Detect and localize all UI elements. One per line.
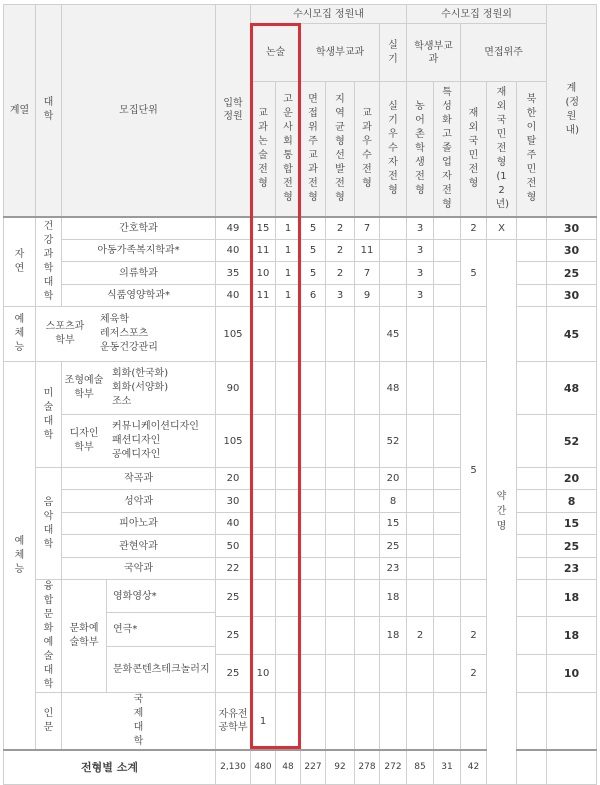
cell-out-5 [517,240,547,262]
cell-quota: 20 [216,468,251,490]
cell-essay-2 [276,362,301,415]
total-out-3: 42 [461,750,487,784]
cell-out-2 [434,307,461,362]
cell-rec-3 [355,535,380,558]
cell-out-5 [517,415,547,468]
cell-out-2 [434,513,461,535]
cell-essay-1 [251,362,276,415]
cell-rec-3 [355,490,380,513]
header-early-in: 수시모집 정원내 [251,5,407,24]
cell-practical [380,217,407,240]
cell-rec-2: 2 [326,240,355,262]
cell-out-4-merged: 약간명 [487,240,517,785]
leaf-essay-2: 고운사회통합전형 [276,82,301,217]
cell-out-1: 3 [407,217,434,240]
cell-essay-2 [276,616,301,654]
cell-essay-1 [251,535,276,558]
cell-practical: 25 [380,535,407,558]
college-intl: 국제대학 [62,693,216,751]
track-arts-sport: 예체능 [4,307,36,362]
cell-total: 20 [547,468,597,490]
cell-quota: 40 [216,240,251,262]
table-row-unit: 연극* [107,613,215,647]
total-out-2: 31 [434,750,461,784]
cell-out-2 [434,535,461,558]
cell-essay-1: 11 [251,285,276,307]
cell-out-1 [434,693,461,751]
cell-essay-1: 10 [251,654,276,692]
conv-unit-cell [62,580,216,693]
cell-out-5 [517,285,547,307]
cell-out-3-merged-arts: 5 [461,362,487,580]
cell-essay-2: 1 [276,285,301,307]
cell-rec-1 [301,468,326,490]
cell-total: 8 [547,490,597,513]
table-row-unit: 국악과 [62,558,216,580]
cell-out-2 [434,654,461,692]
cell-out-1 [407,558,434,580]
table-row-unit: 문화콘텐츠테크놀러지 [113,664,210,675]
cell-quota: 40 [216,285,251,307]
cell-quota: 105 [216,307,251,362]
track-arts: 예체능 [4,362,36,751]
cell-quota: 105 [216,415,251,468]
cell-out-5 [517,558,547,580]
cell-out-2 [434,285,461,307]
division-fine-2: 디자인학부 [69,428,99,453]
cell-out-3: 2 [461,616,487,654]
college-convergence: 융합문화예술대학 [36,580,62,693]
cell-essay-2 [276,468,301,490]
cell-out-2 [434,415,461,468]
cell-rec-1 [301,307,326,362]
leaf-out-3: 재외국민전형 [461,82,487,217]
header-quota: 입학정원 [216,5,251,217]
admission-quota-table [3,4,597,785]
cell-out-5 [517,468,547,490]
cell-total: 52 [547,415,597,468]
cell-out-2 [434,490,461,513]
cell-rec-3 [355,362,380,415]
cell-out-2 [434,580,461,617]
cell-practical: 52 [380,415,407,468]
cell-out-1 [407,580,434,617]
cell-practical [380,262,407,285]
cell-rec-2 [326,654,355,692]
cell-rec-1 [301,415,326,468]
cell-essay-2: 1 [276,262,301,285]
cell-essay-2 [276,490,301,513]
cell-rec-2 [326,468,355,490]
total-rec-1: 227 [301,750,326,784]
cell-rec-2 [355,693,380,751]
cell-practical: 48 [380,362,407,415]
design-unit-cell [62,415,216,468]
cell-practical [380,240,407,262]
cell-rec-3: 7 [355,262,380,285]
fine-unit-cell [62,362,216,415]
table-row-unit: 회화(한국화) 회화(서양화) 조소 [112,368,169,407]
cell-practical: 18 [380,580,407,617]
cell-rec-3 [355,616,380,654]
cell-practical [380,654,407,692]
cell-rec-3 [355,307,380,362]
header-interview: 면접위주 [461,24,547,82]
cell-out-1 [407,654,434,692]
cell-rec-1 [301,616,326,654]
cell-out-2 [434,362,461,415]
leaf-out-2: 특성화고졸업자전형 [434,82,461,217]
cell-total: 25 [547,535,597,558]
cell-out-1 [407,535,434,558]
cell-rec-2 [326,307,355,362]
cell-out-2 [434,217,461,240]
header-student-record: 학생부교과 [301,24,380,82]
table-row-unit: 커뮤니케이션디자인 패션디자인 공예디자인 [112,421,199,460]
table-row-unit: 관현악과 [62,535,216,558]
cell-out-5 [517,362,547,415]
cell-essay-2 [276,535,301,558]
cell-total: 23 [547,558,597,580]
cell-out-5 [517,307,547,362]
cell-total: 30 [547,217,597,240]
cell-out-2 [434,240,461,262]
total-out-4 [517,750,547,784]
table-row-unit: 영화영상* [107,580,215,613]
track-humanities: 인문 [36,693,62,751]
cell-rec-1 [301,513,326,535]
leaf-rec-1: 면접위주교과전형 [301,82,326,217]
cell-rec-3: 11 [355,240,380,262]
leaf-out-4: 재외국민전형(12년) [487,82,517,217]
cell-out-1 [407,307,434,362]
table-row-unit: 피아노과 [62,513,216,535]
cell-essay-1 [251,468,276,490]
cell-rec-1: 6 [301,285,326,307]
cell-rec-1 [301,654,326,692]
cell-essay-2 [276,558,301,580]
cell-rec-3 [355,558,380,580]
cell-rec-2: 2 [326,262,355,285]
cell-total: 10 [547,654,597,692]
college-fine-art: 미술대학 [36,362,62,468]
cell-out-1 [407,362,434,415]
cell-rec-1 [301,580,326,617]
cell-out-1: 3 [407,240,434,262]
cell-out-3: 2 [461,654,487,692]
cell-rec-2 [326,535,355,558]
cell-rec-1 [301,558,326,580]
cell-quota: 25 [216,580,251,617]
cell-quota: 25 [216,654,251,692]
cell-out-1: 3 [407,262,434,285]
cell-out-5 [517,513,547,535]
cell-practical [380,285,407,307]
cell-out-3 [461,580,487,617]
total-rec-2: 92 [326,750,355,784]
cell-out-1 [407,468,434,490]
cell-quota: 30 [216,490,251,513]
cell-essay-1 [251,307,276,362]
college-music: 음악대학 [36,468,62,580]
cell-essay-1 [251,490,276,513]
cell-out-2 [434,558,461,580]
leaf-practical: 실기우수자전형 [380,82,407,217]
header-record-out: 학생부교과 [407,24,461,82]
cell-out-2 [461,693,487,751]
cell-essay-1 [251,513,276,535]
cell-total: 48 [547,362,597,415]
cell-essay-2 [276,307,301,362]
cell-rec-2 [326,490,355,513]
cell-practical [407,693,434,751]
division-conv: 문화예술학부 [62,580,107,692]
cell-essay-1: 15 [251,217,276,240]
cell-out-1: 3 [407,285,434,307]
cell-rec-2 [326,415,355,468]
leaf-rec-3: 교과우수전형 [355,82,380,217]
college-health: 건강과학대학 [36,217,62,307]
cell-practical: 23 [380,558,407,580]
cell-quota: 22 [216,558,251,580]
table-row-unit: 아동가족복지학과* [62,240,216,262]
division-sport: 스포츠과학부 [45,321,85,346]
cell-essay-1: 11 [251,240,276,262]
table-row-unit: 식품영양학과* [62,285,216,307]
cell-out-2 [434,468,461,490]
table-row-unit: 작곡과 [62,468,216,490]
total-rec-3: 278 [355,750,380,784]
cell-out-5 [517,535,547,558]
cell-out-1 [407,415,434,468]
cell-out-3: 2 [461,217,487,240]
cell-rec-3: 9 [355,285,380,307]
cell-essay-2 [301,693,326,751]
total-essay-2: 48 [276,750,301,784]
cell-practical: 18 [380,616,407,654]
leaf-out-5: 북한이탈주민전형 [517,82,547,217]
table-row-unit: 자유전공학부 [216,693,251,751]
table-row-unit: 성악과 [62,490,216,513]
total-essay-1: 480 [251,750,276,784]
cell-essay-1: 10 [251,262,276,285]
header-unit: 모집단위 [62,5,216,217]
cell-total: 18 [547,580,597,617]
cell-total: 30 [547,285,597,307]
cell-total: 18 [547,616,597,654]
cell-rec-1 [301,535,326,558]
cell-rec-1 [326,693,355,751]
cell-out-5 [517,616,547,654]
cell-quota: 90 [216,362,251,415]
cell-essay-1 [251,616,276,654]
cell-practical: 15 [380,513,407,535]
cell-total: 25 [547,262,597,285]
cell-out-1 [407,490,434,513]
cell-rec-2 [326,513,355,535]
total-quota: 2,130 [216,750,251,784]
cell-practical: 20 [380,468,407,490]
cell-out-5 [517,580,547,617]
cell-rec-2: 3 [326,285,355,307]
cell-out-4: X [487,217,517,240]
cell-rec-2 [326,616,355,654]
leaf-out-1: 농어촌학생전형 [407,82,434,217]
track-nature: 자연 [4,217,36,307]
cell-out-5 [517,217,547,240]
cell-rec-3 [355,468,380,490]
cell-rec-3 [355,513,380,535]
division-fine-1: 조형예술학부 [64,375,104,400]
cell-out-2 [434,262,461,285]
cell-out-3-merged: 5 [461,240,487,307]
header-total: 계(정원내) [547,5,597,217]
cell-essay-2: 1 [276,217,301,240]
cell-rec-3 [355,654,380,692]
cell-out-5 [547,693,597,751]
table-row-unit: 체육학 레저스포츠 운동건강관리 [100,314,158,353]
cell-total: 15 [547,513,597,535]
table-row-unit: 간호학과 [62,217,216,240]
total-out-1: 85 [407,750,434,784]
cell-total: 45 [547,307,597,362]
cell-rec-3 [355,415,380,468]
cell-rec-3: 7 [355,217,380,240]
cell-essay-1 [251,558,276,580]
cell-out-1 [407,513,434,535]
cell-practical: 45 [380,307,407,362]
cell-quota: 25 [216,616,251,654]
cell-quota: 1 [251,693,276,751]
cell-rec-1 [301,362,326,415]
cell-rec-3 [380,693,407,751]
sport-unit-cell [36,307,216,362]
cell-essay-2 [276,654,301,692]
cell-rec-2: 2 [326,217,355,240]
cell-essay-2 [276,580,301,617]
cell-out-5 [517,490,547,513]
cell-rec-3 [355,580,380,617]
leaf-essay-1: 교과논술전형 [251,82,276,217]
header-practical: 실기 [380,24,407,82]
totals-label: 전형별 소계 [4,750,216,784]
cell-quota: 40 [216,513,251,535]
cell-out-5 [517,262,547,285]
cell-essay-1 [276,693,301,751]
leaf-rec-2: 지역균형선발전형 [326,82,355,217]
cell-rec-1: 5 [301,262,326,285]
header-college: 대학 [36,5,62,217]
cell-out-3 [517,693,547,751]
total-practical: 272 [380,750,407,784]
total-out-5 [547,750,597,784]
cell-rec-1: 5 [301,240,326,262]
cell-essay-2: 1 [276,240,301,262]
cell-total: 30 [547,240,597,262]
cell-essay-1 [251,415,276,468]
cell-essay-1 [251,580,276,617]
cell-rec-1 [301,490,326,513]
cell-essay-2 [276,513,301,535]
cell-out-5 [517,654,547,692]
cell-practical: 8 [380,490,407,513]
cell-quota: 35 [216,262,251,285]
cell-rec-2 [326,558,355,580]
cell-quota: 49 [216,217,251,240]
cell-quota: 50 [216,535,251,558]
cell-out-2 [434,616,461,654]
header-early-out: 수시모집 정원외 [407,5,547,24]
cell-out-3 [461,307,487,362]
header-track: 계열 [4,5,36,217]
cell-out-1: 2 [407,616,434,654]
header-essay: 논술 [251,24,301,82]
table-row-unit: 의류학과 [62,262,216,285]
cell-rec-2 [326,362,355,415]
cell-rec-2 [326,580,355,617]
cell-rec-1: 5 [301,217,326,240]
cell-essay-2 [276,415,301,468]
